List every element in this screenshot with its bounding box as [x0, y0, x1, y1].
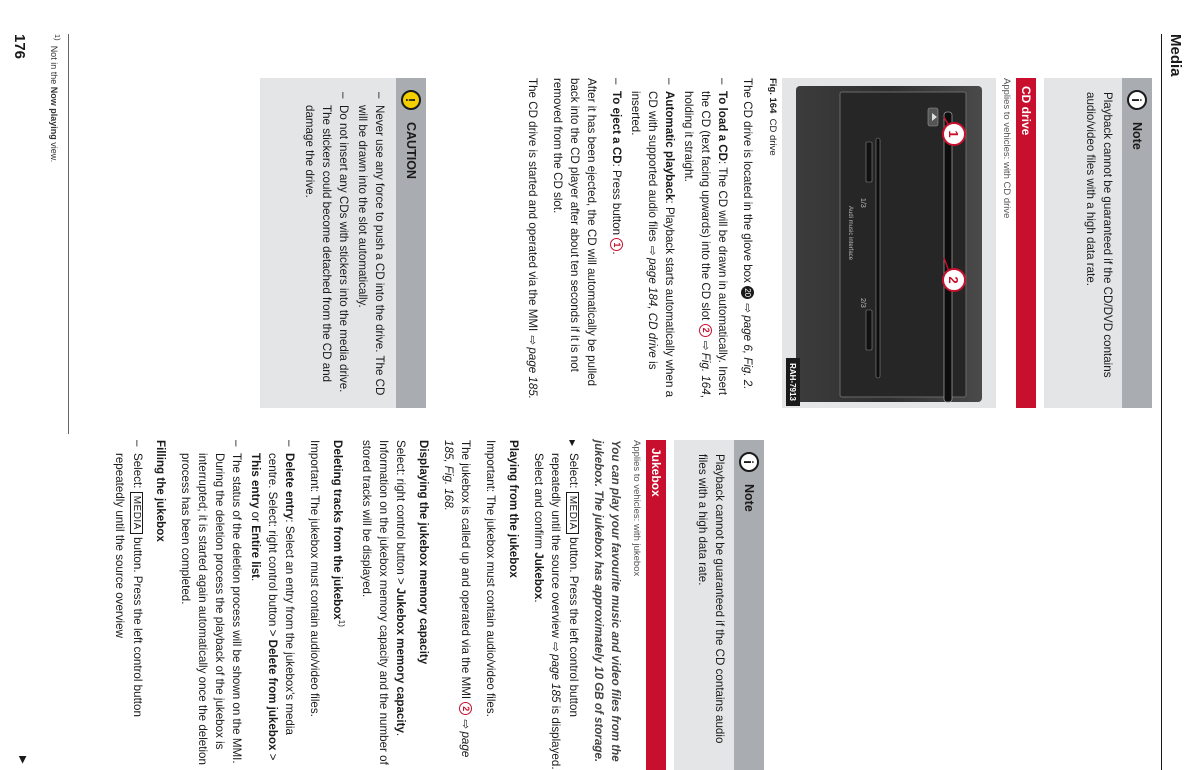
eject-para: After it has been ejected, the CD will automatically be pulled back into the CD player after about ten seconds if it is not removed from the CD slot. — [551, 78, 598, 387]
device-label-3: Audi music interface — [847, 206, 853, 261]
note-box-cd — [1044, 78, 1152, 408]
page-number: 176 — [11, 34, 28, 60]
list-item: – Select: MEDIA button. Press the left control button repeatedly until the source overview — [111, 440, 146, 770]
info-icon: i — [739, 452, 759, 472]
sd-slot-2 — [866, 310, 872, 350]
deleting-text: Important: The jukebox must contain audio/video files. — [308, 440, 322, 717]
fig-168-ref[interactable]: ⇨ page 185, Fig. 168. — [442, 440, 472, 758]
cd-location-ref[interactable]: ⇨ page 6, Fig. 2. — [741, 302, 754, 390]
caution-box — [260, 78, 426, 408]
section-bar-cd-drive: CD drive — [1016, 78, 1036, 408]
glovebox-callout: 20 — [741, 286, 754, 299]
cd-slot-2 — [876, 138, 880, 378]
sd-slot-1 — [866, 142, 872, 182]
list-item: – Automatic playback: Playback starts automatically when a CD with supported audio files ⇨ page 184, CD drive is inserted. — [627, 78, 678, 408]
note-box-jukebox — [674, 440, 764, 770]
caution-item: – Do not insert any CDs with stickers into the media drive. The stickers could become detached from the CD and damage the drive. — [301, 92, 352, 398]
figure-caption-label: Fig. 164 — [767, 78, 778, 114]
device-label-2: 2/3 — [859, 298, 866, 308]
continue-arrow-icon: ▶ — [17, 756, 28, 764]
subheading-filling: Filling the jukebox — [154, 440, 168, 542]
applies-to-jukebox: Applies to vehicles: with jukebox — [631, 440, 642, 577]
deleting-list — [177, 440, 298, 770]
source-overview-ref[interactable]: ⇨ page 185 — [549, 641, 562, 703]
jukebox-body — [103, 440, 624, 770]
memory-text: Select: right control button > Jukebox memory capacity. Information on the jukebox memory capacity and the number of stored tracks will be displayed. — [360, 440, 407, 765]
applies-to-cd: Applies to vehicles: with CD drive — [1001, 78, 1012, 219]
list-item: – The status of the deletion process will be shown on the MMI. During the deletion process the playback of the jukebox is interrupted; it is started again automatically once the deletion process has been completed. — [177, 440, 245, 770]
subheading-deleting: Deleting tracks from the jukebox$^{1)}$ — [331, 440, 346, 627]
note-title: Note — [742, 484, 756, 512]
header-rule — [1161, 34, 1162, 770]
note-title: Note — [1130, 122, 1144, 150]
jukebox-called-para: The jukebox is called up and operated via the MMI 2 ⇨ page 185, Fig. 168. — [442, 440, 472, 758]
jukebox-step-select: ▶ Select: MEDIA button. Press the left control button repeatedly until the source overview ⇨ page 185 is displayed. Select and confirm Jukebox. — [530, 440, 582, 770]
cd-slot-1 — [944, 112, 952, 402]
caution-header — [396, 78, 426, 408]
figure-id: RAH-7913 — [788, 363, 797, 401]
page-ref-link[interactable]: ⇨ page 184, CD drive — [646, 245, 659, 358]
footnote-rule — [68, 34, 69, 434]
callout-1-label: 1 — [946, 130, 961, 138]
callout-ref-2: 2 — [699, 324, 712, 337]
fig-ref-link[interactable]: ⇨ Fig. 164 — [699, 339, 712, 395]
playing-text: Important: The jukebox must contain audio/video files. — [484, 440, 497, 717]
figure-caption — [767, 78, 778, 156]
jukebox-intro: You can play your favourite music and video files from the jukebox. The jukebox has approximately 10 GB of storage. — [592, 440, 622, 763]
cd-drive-body — [516, 78, 756, 408]
media-button-key: MEDIA — [130, 492, 143, 534]
caution-title: CAUTION — [404, 122, 418, 179]
cd-drive-illustration — [782, 78, 996, 408]
device-label-1: 1/3 — [859, 198, 866, 208]
cd-location-para: The CD drive is located in the glove box 20 ⇨ page 6, Fig. 2. — [741, 78, 754, 390]
list-item: – To load a CD: The CD will be drawn in automatically. Insert the CD (text facing upwards) into the CD slot 2 ⇨ Fig. 164, holding it straight. — [680, 78, 731, 408]
info-icon: i — [1127, 90, 1147, 110]
list-item: – Delete entry: Select an entry from the jukebox's media centre. Select: right control button > Delete from jukebox > This entry or Entire list. — [247, 440, 298, 770]
filling-list — [111, 440, 146, 770]
media-button-key: MEDIA — [566, 492, 579, 534]
mmi-page-ref[interactable]: ⇨ page 185. — [526, 334, 539, 399]
caution-list — [301, 78, 396, 408]
section-title: Media — [1167, 34, 1184, 77]
note-header — [734, 440, 764, 770]
subheading-memory: Displaying the jukebox memory capacity — [417, 440, 430, 665]
note-text: Playback cannot be guaranteed if the CD/DVD contains audio/video files with a high data rate. — [1084, 92, 1114, 378]
note-text: Playback cannot be guaranteed if the CD contains audio files with a high data rate. — [696, 454, 726, 744]
list-item: – To eject a CD: Press button 1. — [608, 78, 625, 408]
note-header — [1122, 78, 1152, 408]
callout-ref-1: 1 — [610, 238, 623, 251]
caution-item: – Never use any force to push a CD into the drive. The CD will be drawn into the slot automatically. — [354, 92, 388, 398]
section-bar-jukebox: Jukebox — [646, 440, 666, 770]
subheading-playing: Playing from the jukebox — [507, 440, 520, 578]
cd-actions-list — [608, 78, 731, 408]
caution-icon: ! — [401, 90, 421, 110]
figure-cd-drive — [782, 78, 996, 408]
callout-2-label: 2 — [946, 276, 961, 284]
callout-ref-2: 2 — [459, 702, 472, 715]
figure-caption-text: CD drive — [767, 118, 778, 156]
mmi-para: The CD drive is started and operated via the MMI ⇨ page 185. — [526, 78, 539, 399]
footnote: $^{1)}$ Not in the Now playing view. — [49, 34, 62, 163]
